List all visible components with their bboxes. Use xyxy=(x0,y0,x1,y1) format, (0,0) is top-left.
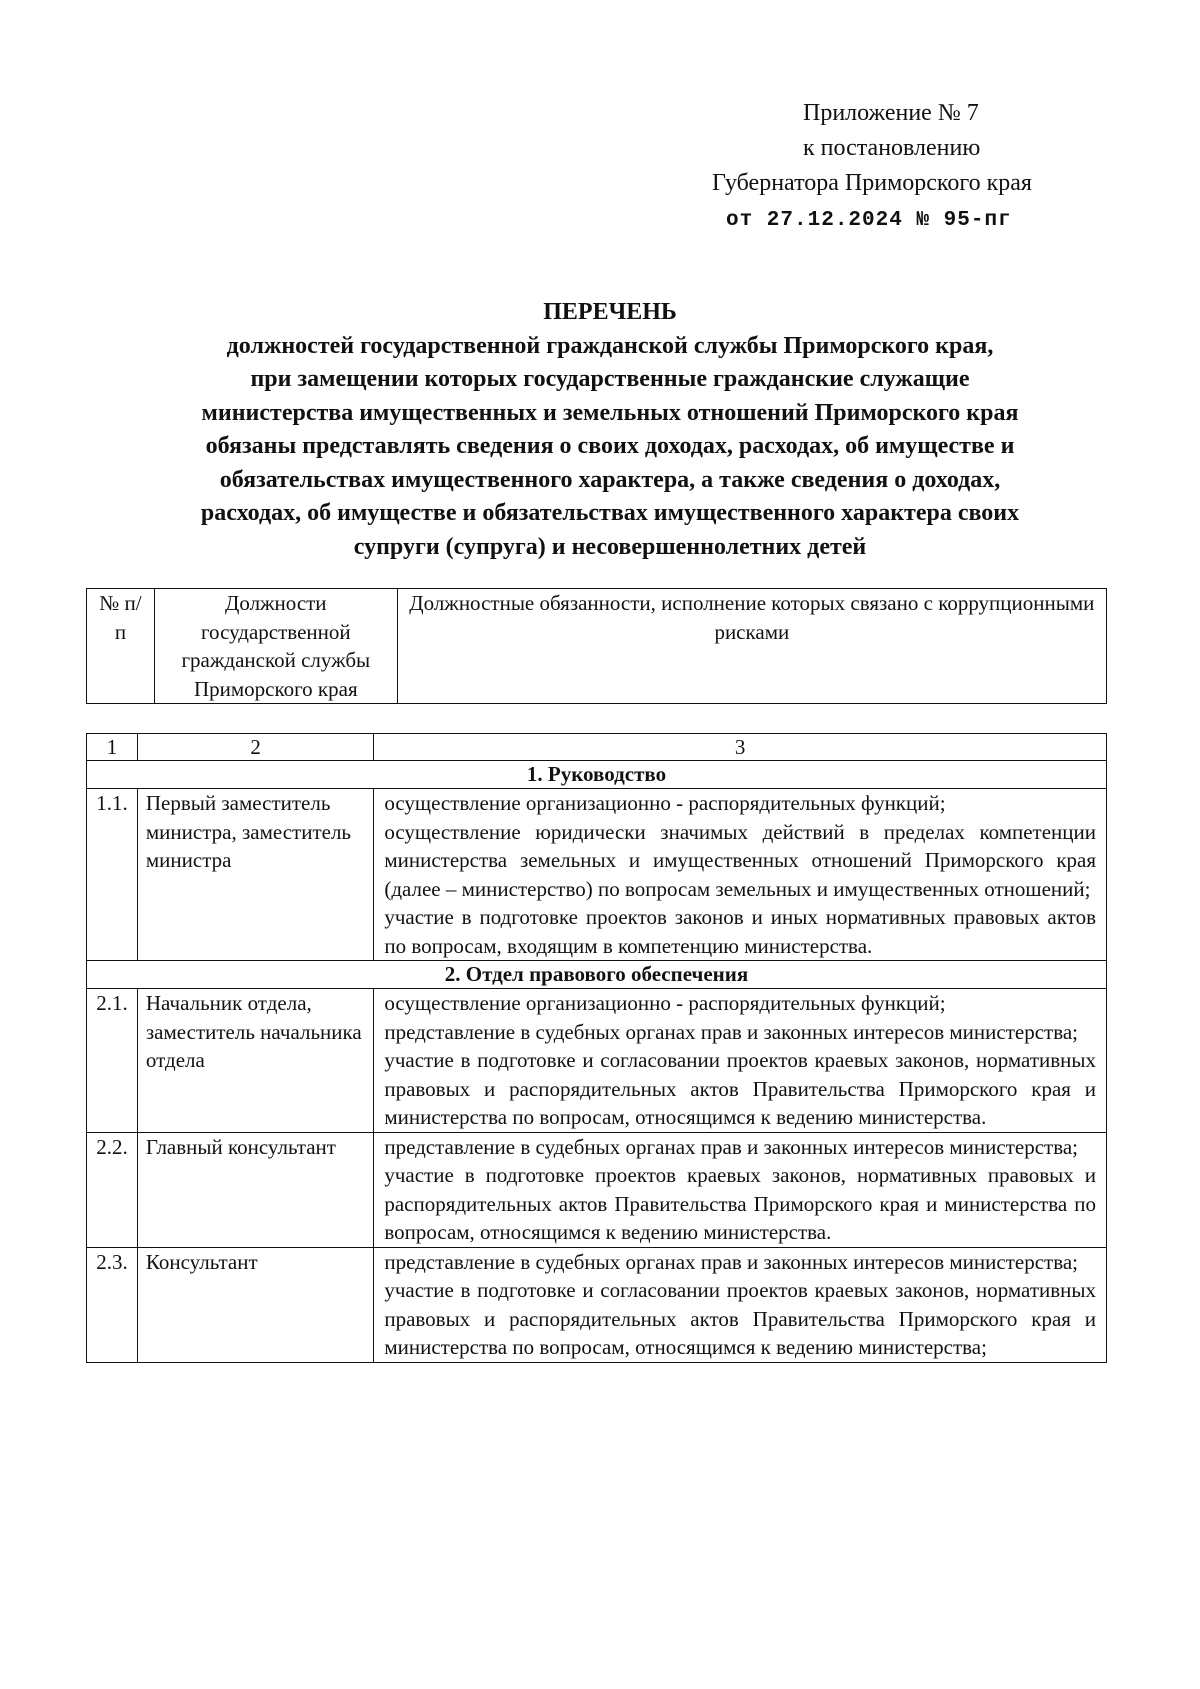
row-number: 2.1. xyxy=(87,989,138,1133)
duty-item: осуществление юридически значимых действий в пределах компетенции министерства земельных и имущественных отношений Приморского края (далее – министерство) по вопросам земельных и имущественных отношений; xyxy=(384,819,1096,901)
positions-table xyxy=(86,733,1107,1363)
table-row xyxy=(87,1247,1107,1362)
row-position: Начальник отдела, заместитель начальника отдела xyxy=(137,989,373,1133)
section-title: 2. Отдел правового обеспечения xyxy=(87,961,1107,989)
duty-item: представление в судебных органах прав и законных интересов министерства; xyxy=(384,1019,1078,1044)
decree-number: от 27.12.2024 № 95-пг xyxy=(726,209,1012,232)
header-col-duties: Должностные обязанности, исполнение которых связано с коррупционными рисками xyxy=(397,589,1106,704)
document-title xyxy=(90,296,1130,564)
duty-item: представление в судебных органах прав и законных интересов министерства; xyxy=(384,1249,1078,1274)
row-duties xyxy=(374,789,1107,961)
row-duties xyxy=(374,989,1107,1133)
appendix-line: Приложение № 7 xyxy=(803,100,979,126)
title-line: при замещении которых государственные гражданские служащие xyxy=(250,366,970,392)
table-row xyxy=(87,989,1107,1133)
row-duties xyxy=(374,1132,1107,1247)
column-number: 1 xyxy=(87,734,138,761)
title-main: ПЕРЕЧЕНЬ xyxy=(543,299,677,325)
column-number-row xyxy=(87,734,1107,761)
row-position: Консультант xyxy=(137,1247,373,1362)
row-position: Первый заместитель министра, заместитель министра xyxy=(137,789,373,961)
title-line: министерства имущественных и земельных отношений Приморского края xyxy=(201,399,1019,426)
section-row xyxy=(87,961,1107,989)
title-line: обязаны представлять сведения о своих доходах, расходах, об имуществе и xyxy=(205,433,1015,459)
row-number: 2.3. xyxy=(87,1247,138,1362)
title-line: должностей государственной гражданской службы Приморского края, xyxy=(226,332,994,359)
duty-item: представление в судебных органах прав и законных интересов министерства; xyxy=(384,1134,1078,1159)
duty-item: участие в подготовке проектов законов и иных нормативных правовых актов по вопросам, входящим в компетенцию министерства. xyxy=(384,905,1096,958)
duty-item: участие в подготовке и согласовании проектов краевых законов, нормативных правовых и распорядительных актов Правительства Приморского края и министерства по вопросам, относящимся к ведению министерства; xyxy=(384,1278,1096,1359)
row-number: 1.1. xyxy=(87,789,138,961)
section-title: 1. Руководство xyxy=(87,761,1107,789)
header-row xyxy=(87,589,1107,704)
column-number: 2 xyxy=(137,734,373,761)
row-duties xyxy=(374,1247,1107,1362)
title-line: обязательствах имущественного характера, а также сведения о доходах, xyxy=(219,466,1001,493)
duty-item: участие в подготовке и согласовании проектов краевых законов, нормативных правовых и распорядительных актов Правительства Приморского края и министерства по вопросам, относящимся к ведению министерства. xyxy=(384,1048,1096,1129)
duty-item: осуществление организационно - распорядительных функций; xyxy=(384,991,946,1015)
table-row xyxy=(87,789,1107,961)
title-line: супруги (супруга) и несовершеннолетних детей xyxy=(353,533,867,560)
duty-item: осуществление организационно - распорядительных функций; xyxy=(384,791,946,815)
row-number: 2.2. xyxy=(87,1132,138,1247)
column-number: 3 xyxy=(374,734,1107,761)
appendix-line: к постановлению xyxy=(803,135,981,161)
table-row xyxy=(87,1132,1107,1247)
title-line: расходах, об имуществе и обязательствах имущественного характера своих xyxy=(200,500,1020,526)
header-col-number: № п/п xyxy=(87,589,155,704)
header-col-position: Должности государственной гражданской службы Приморского края xyxy=(154,589,397,704)
row-position: Главный консультант xyxy=(137,1132,373,1247)
appendix-line: Губернатора Приморского края xyxy=(712,170,1032,196)
duty-item: участие в подготовке проектов краевых законов, нормативных правовых и распорядительных актов Правительства Приморского края и министерства по вопросам, относящимся к ведению министерства. xyxy=(384,1163,1096,1244)
section-row xyxy=(87,761,1107,789)
header-table xyxy=(86,588,1107,704)
